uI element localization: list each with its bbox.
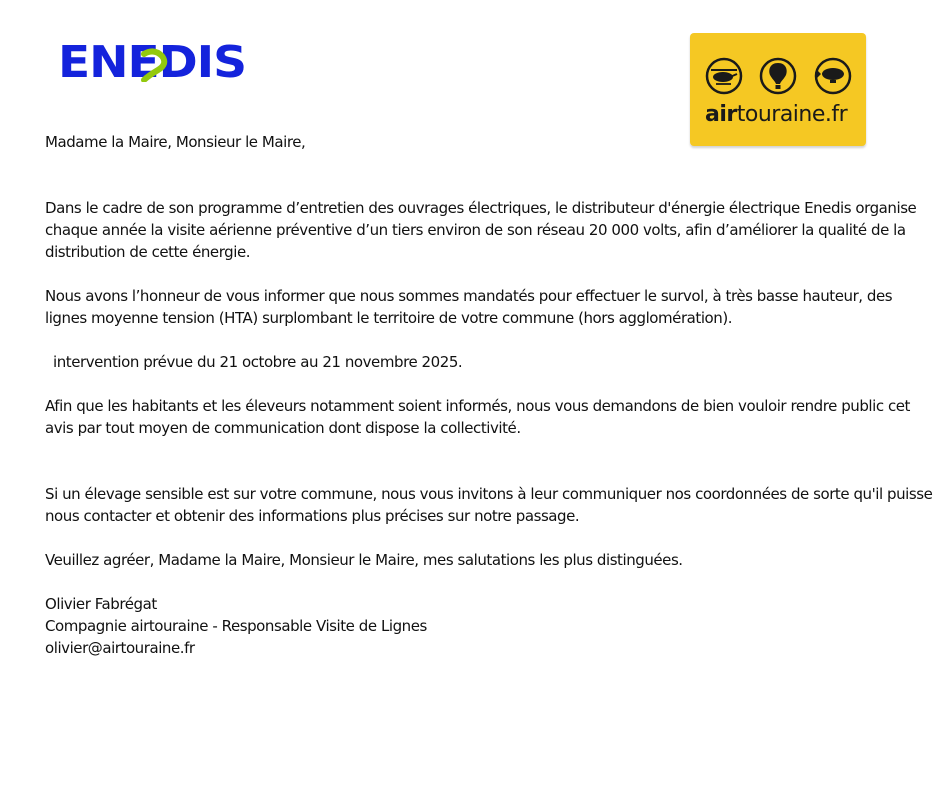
paragraph-livestock: Si un élevage sensible est sur votre commune, nous vous invitons à leur communiquer nos coordonnées de sorte qu'il puisse nous contacter et obtenir des informations plus précises sur notre passage. — [45, 485, 933, 525]
airtouraine-wordmark — [705, 102, 849, 127]
signature-name: Olivier Fabrégat — [45, 595, 157, 613]
enedis-wordmark: ENEDIS — [58, 40, 246, 82]
airtouraine-logo-graphic — [690, 33, 866, 146]
airship-icon — [816, 59, 850, 93]
letter-body — [45, 131, 938, 659]
paragraph-publicity: Afin que les habitants et les éleveurs notamment soient informés, nous vous demandons de bien vouloir rendre public cet avis par tout moyen de communication dont dispose la collectivité. — [45, 397, 910, 437]
salutation: Madame la Maire, Monsieur le Maire, — [45, 133, 306, 151]
airtouraine-wordmark-bold: air — [705, 102, 737, 127]
paragraph-program: Dans le cadre de son programme d’entretien des ouvrages électriques, le distributeur d'énergie électrique Enedis organise chaque année la visite aérienne préventive d’un tiers environ de son réseau 20 000 volts, afin d’améliorer la qualité de la distribution de cette énergie. — [45, 199, 917, 261]
airtouraine-logo — [690, 33, 866, 146]
hot-air-balloon-icon — [761, 59, 795, 93]
signature-email[interactable]: olivier@airtouraine.fr — [45, 639, 195, 657]
enedis-logo-graphic — [58, 40, 248, 82]
closing-formula: Veuillez agréer, Madame la Maire, Monsieur le Maire, mes salutations les plus distinguées. — [45, 551, 683, 569]
airtouraine-wordmark-light: touraine.fr — [736, 102, 848, 127]
paragraph-mandate: Nous avons l’honneur de vous informer que nous sommes mandatés pour effectuer le survol, à très basse hauteur, des lignes moyenne tension (HTA) surplombant le territoire de votre commune (hors agglomération). — [45, 287, 893, 327]
enedis-logo — [58, 40, 248, 82]
helicopter-icon — [707, 59, 741, 93]
intervention-dates: intervention prévue du 21 octobre au 21 novembre 2025. — [53, 353, 463, 371]
signature-title: Compagnie airtouraine - Responsable Visite de Lignes — [45, 617, 427, 635]
